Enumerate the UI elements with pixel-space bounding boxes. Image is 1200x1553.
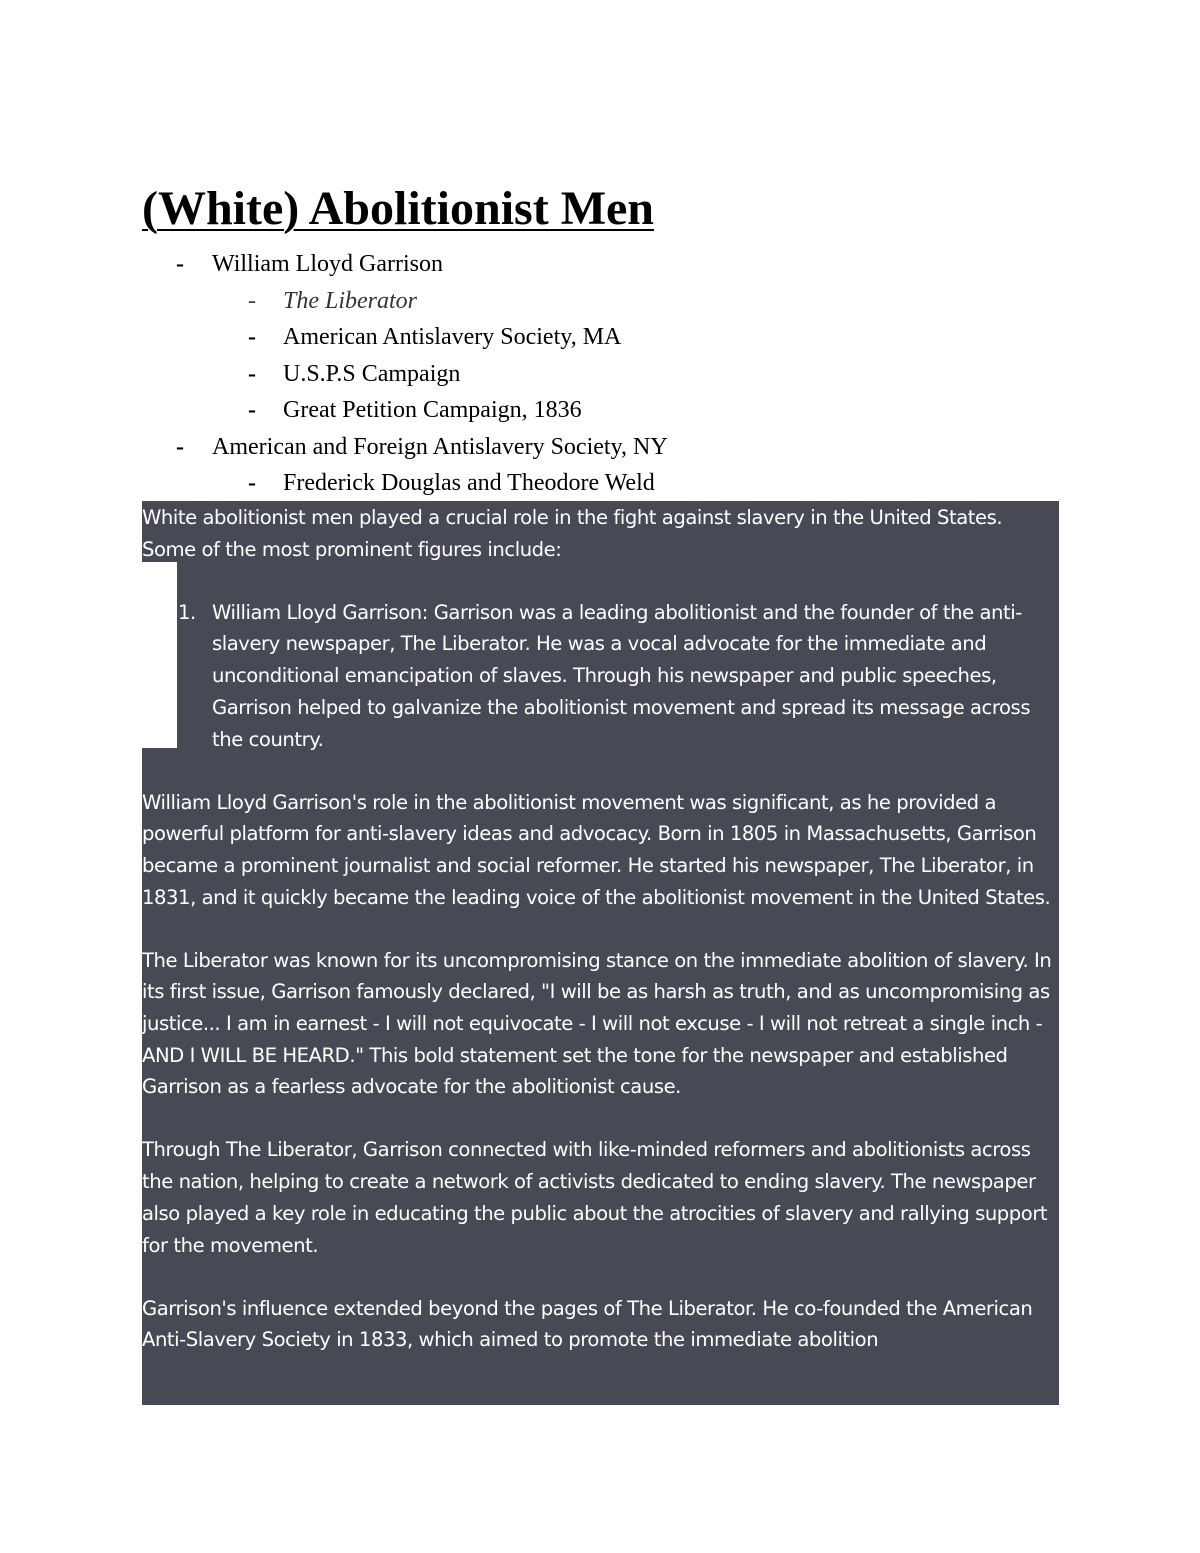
outline-subitem-text: The Liberator xyxy=(283,287,418,314)
numbered-item-text: William Lloyd Garrison: Garrison was a leading abolitionist and the founder of the anti-slavery newspaper, The Liberator. He was a vocal advocate for the immediate and unconditional emancipation of slaves. Through his newspaper and public speeches, Garrison helped to galvanize the abolitionist movement and spread its message across the country. xyxy=(212,600,1031,751)
intro-paragraph: White abolitionist men played a crucial role in the fight against slavery in the United States. Some of the most prominent figures include: xyxy=(142,506,1003,561)
outline-subitem xyxy=(0,392,1060,429)
outline-subitem-text: American Antislavery Society, MA xyxy=(283,324,622,350)
outline-list xyxy=(0,246,1060,502)
bullet-dash: - xyxy=(248,470,256,496)
page-title: (White) Abolitionist Men xyxy=(142,182,654,235)
pasted-text-block xyxy=(142,502,1059,1356)
outline-subitem-text: U.S.P.S Campaign xyxy=(283,360,461,387)
outline-item-text: William Lloyd Garrison xyxy=(212,251,443,277)
outline-item-text: American and Foreign Antislavery Society, NY xyxy=(212,433,668,460)
outline-subitem xyxy=(0,319,1060,356)
bullet-dash: - xyxy=(248,287,256,314)
numbered-list-item xyxy=(142,597,1059,756)
bullet-dash: - xyxy=(248,360,256,387)
outline-subitem xyxy=(0,356,1060,393)
bullet-dash: - xyxy=(248,397,256,423)
outline-subitem xyxy=(0,465,1060,502)
outline-subitem-text: Frederick Douglas and Theodore Weld xyxy=(283,470,655,496)
body-paragraph: The Liberator was known for its uncompromising stance on the immediate abolition of slavery. In its first issue, Garrison famously declared, "I will be as harsh as truth, and as uncompromising as justice... I am in earnest - I will not equivocate - I will not excuse - I will not retreat a single inch - AND I WILL BE HEARD." This bold statement set the tone for the newspaper and established Garrison as a fearless advocate for the abolitionist cause. xyxy=(142,948,1052,1099)
list-number: 1. xyxy=(178,600,196,624)
outline-item xyxy=(0,429,1060,466)
body-paragraph: William Lloyd Garrison's role in the abolitionist movement was significant, as he provided a powerful platform for anti-slavery ideas and advocacy. Born in 1805 in Massachusetts, Garrison became a prominent journalist and social reformer. He started his newspaper, The Liberator, in 1831, and it quickly became the leading voice of the abolitionist movement in the United States. xyxy=(142,790,1051,909)
outline-subitem xyxy=(0,283,1060,320)
bullet-dash: - xyxy=(176,433,184,460)
outline-subitem-text: Great Petition Campaign, 1836 xyxy=(283,397,582,423)
bullet-dash: - xyxy=(248,324,256,350)
body-paragraph: Through The Liberator, Garrison connected with like-minded reformers and abolitionists across the nation, helping to create a network of activists dedicated to ending slavery. The newspaper also played a key role in educating the public about the atrocities of slavery and rallying support for the movement. xyxy=(142,1138,1048,1257)
bullet-dash: - xyxy=(176,251,184,277)
body-paragraph: Garrison's influence extended beyond the pages of The Liberator. He co-founded the American Anti-Slavery Society in 1833, which aimed to promote the immediate abolition xyxy=(142,1296,1033,1352)
outline-item xyxy=(0,246,1060,283)
